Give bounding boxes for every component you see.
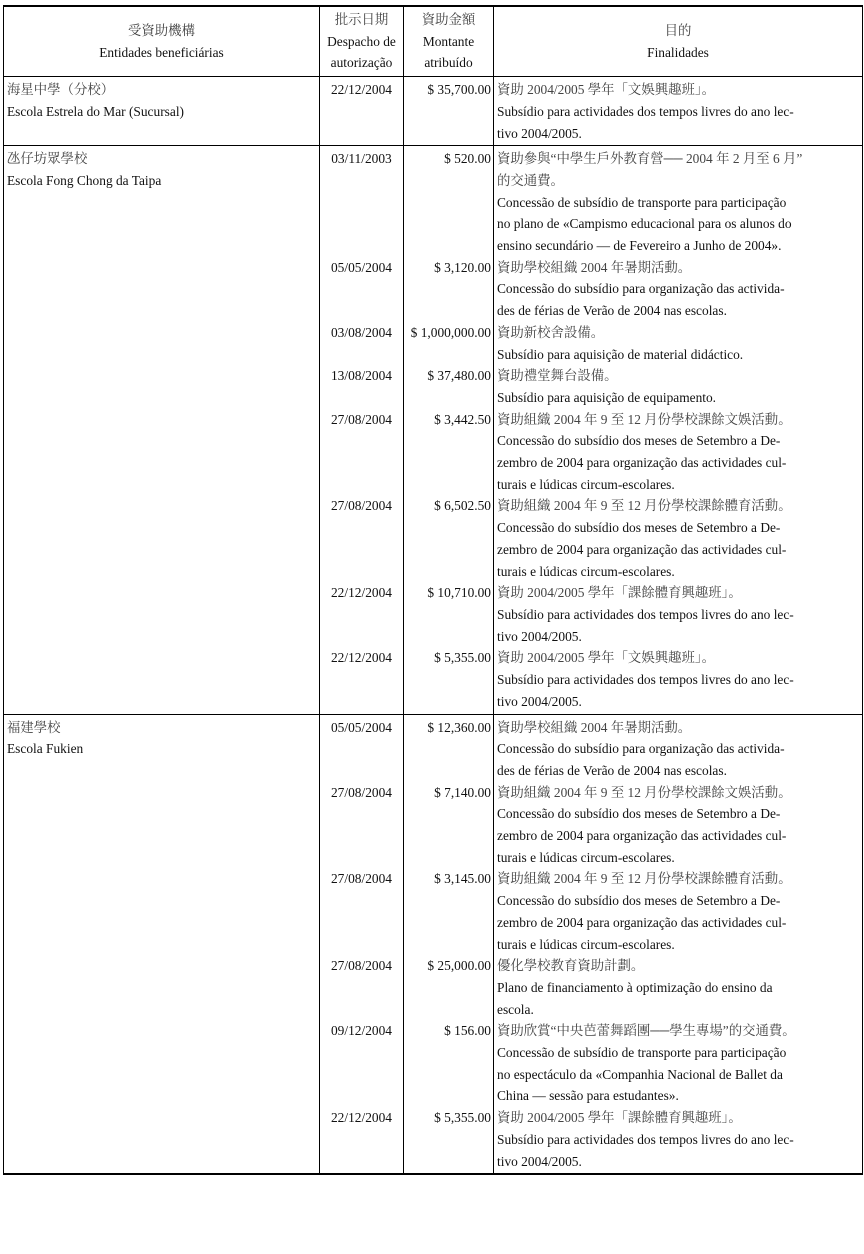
purpose-pt-line: Subsídio para aquisição de material didáctico. xyxy=(497,346,744,362)
entity-name-pt: Escola Fukien xyxy=(7,741,84,757)
purpose-pt-line: ensino secundário — de Fevereiro a Junho de 2004». xyxy=(497,238,782,254)
amount-entry: $ 7,140.00 xyxy=(434,784,491,800)
date-entry: 27/08/2004 xyxy=(330,498,392,514)
date-cell xyxy=(320,714,404,1174)
purpose-pt-line: Concessão do subsídio para organização das activida- xyxy=(497,741,785,757)
amount-entry: $ 10,710.00 xyxy=(427,585,491,601)
purpose-cell xyxy=(494,77,863,146)
table-row xyxy=(4,714,863,1174)
purpose-pt-line: zembro de 2004 para organização das actividades cul- xyxy=(497,828,787,844)
purpose-pt-line: Concessão do subsídio dos meses de Setembro a De- xyxy=(497,520,781,536)
header-date-pt1: Despacho de xyxy=(327,33,396,49)
date-cell xyxy=(320,146,404,714)
purpose-pt-line: Concessão de subsídio de transporte para participação xyxy=(497,194,787,210)
purpose-entry xyxy=(497,409,859,496)
amount-entry: $ 1,000,000.00 xyxy=(410,324,491,340)
purpose-zh-line: 資助禮堂舞台設備。 xyxy=(497,368,618,384)
purpose-pt-line: tivo 2004/2005. xyxy=(497,693,582,709)
amount-entry: $ 35,700.00 xyxy=(427,82,491,98)
header-amount-zh: 資助金額 xyxy=(421,12,476,27)
purpose-pt-line: turais e lúdicas circum-escolares. xyxy=(497,563,675,579)
purpose-entry xyxy=(497,148,859,257)
amount-entry: $ 25,000.00 xyxy=(427,958,491,974)
purpose-zh-line: 資助 2004/2005 學年「文娛興趣班」。 xyxy=(497,650,715,666)
amount-entry: $ 3,145.00 xyxy=(434,871,491,887)
amount-entry: $ 5,355.00 xyxy=(434,650,491,666)
entity-cell xyxy=(4,77,320,146)
date-entry: 13/08/2004 xyxy=(330,368,392,384)
purpose-pt-line: tivo 2004/2005. xyxy=(497,628,582,644)
purpose-pt-line: turais e lúdicas circum-escolares. xyxy=(497,476,675,492)
table-row xyxy=(4,146,863,714)
amount-entry: $ 156.00 xyxy=(444,1023,491,1039)
date-entry: 22/12/2004 xyxy=(330,1110,392,1126)
purpose-zh-line: 資助 2004/2005 學年「文娛興趣班」。 xyxy=(497,82,715,98)
purpose-pt-line: zembro de 2004 para organização das actividades cul- xyxy=(497,455,787,471)
table-body xyxy=(4,77,863,1175)
date-entry: 03/11/2003 xyxy=(331,151,392,167)
entity-name-pt: Escola Estrela do Mar (Sucursal) xyxy=(7,103,184,119)
purpose-zh-line: 資助參與“中學生戶外教育營── 2004 年 2 月至 6 月” xyxy=(497,151,803,167)
purpose-cell xyxy=(494,146,863,714)
purpose-entry xyxy=(497,495,859,582)
purpose-pt-line: Concessão do subsídio dos meses de Setembro a De- xyxy=(497,893,781,909)
purpose-entry xyxy=(497,1107,859,1172)
header-date xyxy=(320,6,404,77)
purpose-zh-line: 資助 2004/2005 學年「課餘體育興趣班」。 xyxy=(497,585,742,601)
purpose-zh-line: 資助新校舍設備。 xyxy=(497,324,605,340)
date-entry: 27/08/2004 xyxy=(330,871,392,887)
purpose-pt-line: tivo 2004/2005. xyxy=(497,125,582,141)
amount-cell xyxy=(404,714,494,1174)
purpose-pt-line: Concessão de subsídio de transporte para participação xyxy=(497,1045,787,1061)
purpose-pt-line: Subsídio para actividades dos tempos livres do ano lec- xyxy=(497,606,794,622)
entity-cell xyxy=(4,714,320,1174)
purpose-pt-line: China — sessão para estudantes». xyxy=(497,1088,679,1104)
purpose-pt-line: escola. xyxy=(497,1001,534,1017)
purpose-pt-line: no plano de «Campismo educacional para os alunos do xyxy=(497,216,792,232)
date-entry: 03/08/2004 xyxy=(330,324,392,340)
header-purpose-zh: 目的 xyxy=(664,22,692,38)
purpose-pt-line: zembro de 2004 para organização das actividades cul- xyxy=(497,541,787,557)
date-entry: 27/08/2004 xyxy=(330,784,392,800)
purpose-entry xyxy=(497,79,859,144)
date-entry: 22/12/2004 xyxy=(330,82,392,98)
purpose-pt-line: zembro de 2004 para organização das actividades cul- xyxy=(497,914,787,930)
purpose-pt-line: Plano de financiamento à optimização do ensino da xyxy=(497,979,773,995)
purpose-zh-line: 優化學校教育資助計劃。 xyxy=(497,958,645,974)
purpose-zh-line: 資助學校組織 2004 年暑期活動。 xyxy=(497,719,692,735)
date-entry: 27/08/2004 xyxy=(330,958,392,974)
header-purpose xyxy=(494,6,863,77)
purpose-pt-line: Subsídio para actividades dos tempos livres do ano lec- xyxy=(497,103,794,119)
amount-entry: $ 5,355.00 xyxy=(434,1110,491,1126)
purpose-pt-line: turais e lúdicas circum-escolares. xyxy=(497,849,675,865)
entity-name-zh: 福建學校 xyxy=(7,719,61,735)
purpose-entry xyxy=(497,257,859,322)
amount-cell xyxy=(404,77,494,146)
purpose-zh-line: 資助欣賞“中央芭蕾舞蹈團──學生專場”的交通費。 xyxy=(497,1023,796,1039)
header-purpose-pt: Finalidades xyxy=(647,44,709,60)
table-row xyxy=(4,77,863,146)
purpose-entry xyxy=(497,955,859,1020)
purpose-zh-line: 資助 2004/2005 學年「課餘體育興趣班」。 xyxy=(497,1110,742,1126)
amount-entry: $ 6,502.50 xyxy=(434,498,491,514)
purpose-zh-line: 資助組織 2004 年 9 至 12 月份學校課餘體育活動。 xyxy=(497,871,792,887)
purpose-pt-line: tivo 2004/2005. xyxy=(497,1153,582,1169)
purpose-entry xyxy=(497,782,859,869)
purpose-zh-line: 資助組織 2004 年 9 至 12 月份學校課餘體育活動。 xyxy=(497,498,792,514)
purpose-entry xyxy=(497,322,859,365)
purpose-pt-line: Concessão do subsídio dos meses de Setembro a De- xyxy=(497,433,781,449)
header-amount-pt1: Montante xyxy=(422,33,475,49)
entity-name-zh: 海星中學（分校） xyxy=(7,82,115,98)
subsidy-table xyxy=(3,5,863,1175)
purpose-entry xyxy=(497,717,859,782)
amount-entry: $ 520.00 xyxy=(444,151,491,167)
purpose-pt-line: Concessão do subsídio dos meses de Setembro a De- xyxy=(497,806,781,822)
date-entry: 22/12/2004 xyxy=(330,585,392,601)
purpose-entry xyxy=(497,582,859,647)
date-entry: 27/08/2004 xyxy=(330,411,392,427)
purpose-pt-line: des de férias de Verão de 2004 nas escolas. xyxy=(497,762,727,778)
purpose-entry xyxy=(497,647,859,712)
purpose-pt-line: turais e lúdicas circum-escolares. xyxy=(497,936,675,952)
entity-cell xyxy=(4,146,320,714)
entity-name-zh: 氹仔坊眾學校 xyxy=(7,151,88,167)
date-cell xyxy=(320,77,404,146)
amount-cell xyxy=(404,146,494,714)
purpose-pt-line: Subsídio para actividades dos tempos livres do ano lec- xyxy=(497,672,794,688)
purpose-pt-line: Concessão do subsídio para organização das activida- xyxy=(497,281,785,297)
header-amount xyxy=(404,6,494,77)
header-entity-pt: Entidades beneficiárias xyxy=(99,44,224,60)
purpose-entry xyxy=(497,868,859,955)
header-entity-zh: 受資助機構 xyxy=(128,22,195,38)
purpose-entry xyxy=(497,1020,859,1107)
purpose-zh-line: 的交通費。 xyxy=(497,172,564,188)
header-row xyxy=(4,6,863,77)
purpose-cell xyxy=(494,714,863,1174)
amount-entry: $ 12,360.00 xyxy=(427,719,491,735)
date-entry: 05/05/2004 xyxy=(330,259,392,275)
header-date-pt2: autorização xyxy=(330,55,393,71)
purpose-zh-line: 資助組織 2004 年 9 至 12 月份學校課餘文娛活動。 xyxy=(497,411,792,427)
entity-name-pt: Escola Fong Chong da Taipa xyxy=(7,172,162,188)
amount-entry: $ 3,442.50 xyxy=(434,411,491,427)
amount-entry: $ 37,480.00 xyxy=(427,368,491,384)
date-entry: 22/12/2004 xyxy=(330,650,392,666)
header-entity xyxy=(4,6,320,77)
date-entry: 05/05/2004 xyxy=(330,719,392,735)
purpose-pt-line: no espectáculo da «Companhia Nacional de Ballet da xyxy=(497,1066,783,1082)
date-entry: 09/12/2004 xyxy=(330,1023,392,1039)
header-amount-pt2: atribuído xyxy=(424,55,473,71)
purpose-pt-line: Subsídio para aquisição de equipamento. xyxy=(497,389,717,405)
purpose-pt-line: des de férias de Verão de 2004 nas escolas. xyxy=(497,303,727,319)
purpose-zh-line: 資助組織 2004 年 9 至 12 月份學校課餘文娛活動。 xyxy=(497,784,792,800)
header-date-zh: 批示日期 xyxy=(334,12,389,27)
amount-entry: $ 3,120.00 xyxy=(434,259,491,275)
purpose-pt-line: Subsídio para actividades dos tempos livres do ano lec- xyxy=(497,1131,794,1147)
purpose-zh-line: 資助學校組織 2004 年暑期活動。 xyxy=(497,259,692,275)
purpose-entry xyxy=(497,365,859,408)
